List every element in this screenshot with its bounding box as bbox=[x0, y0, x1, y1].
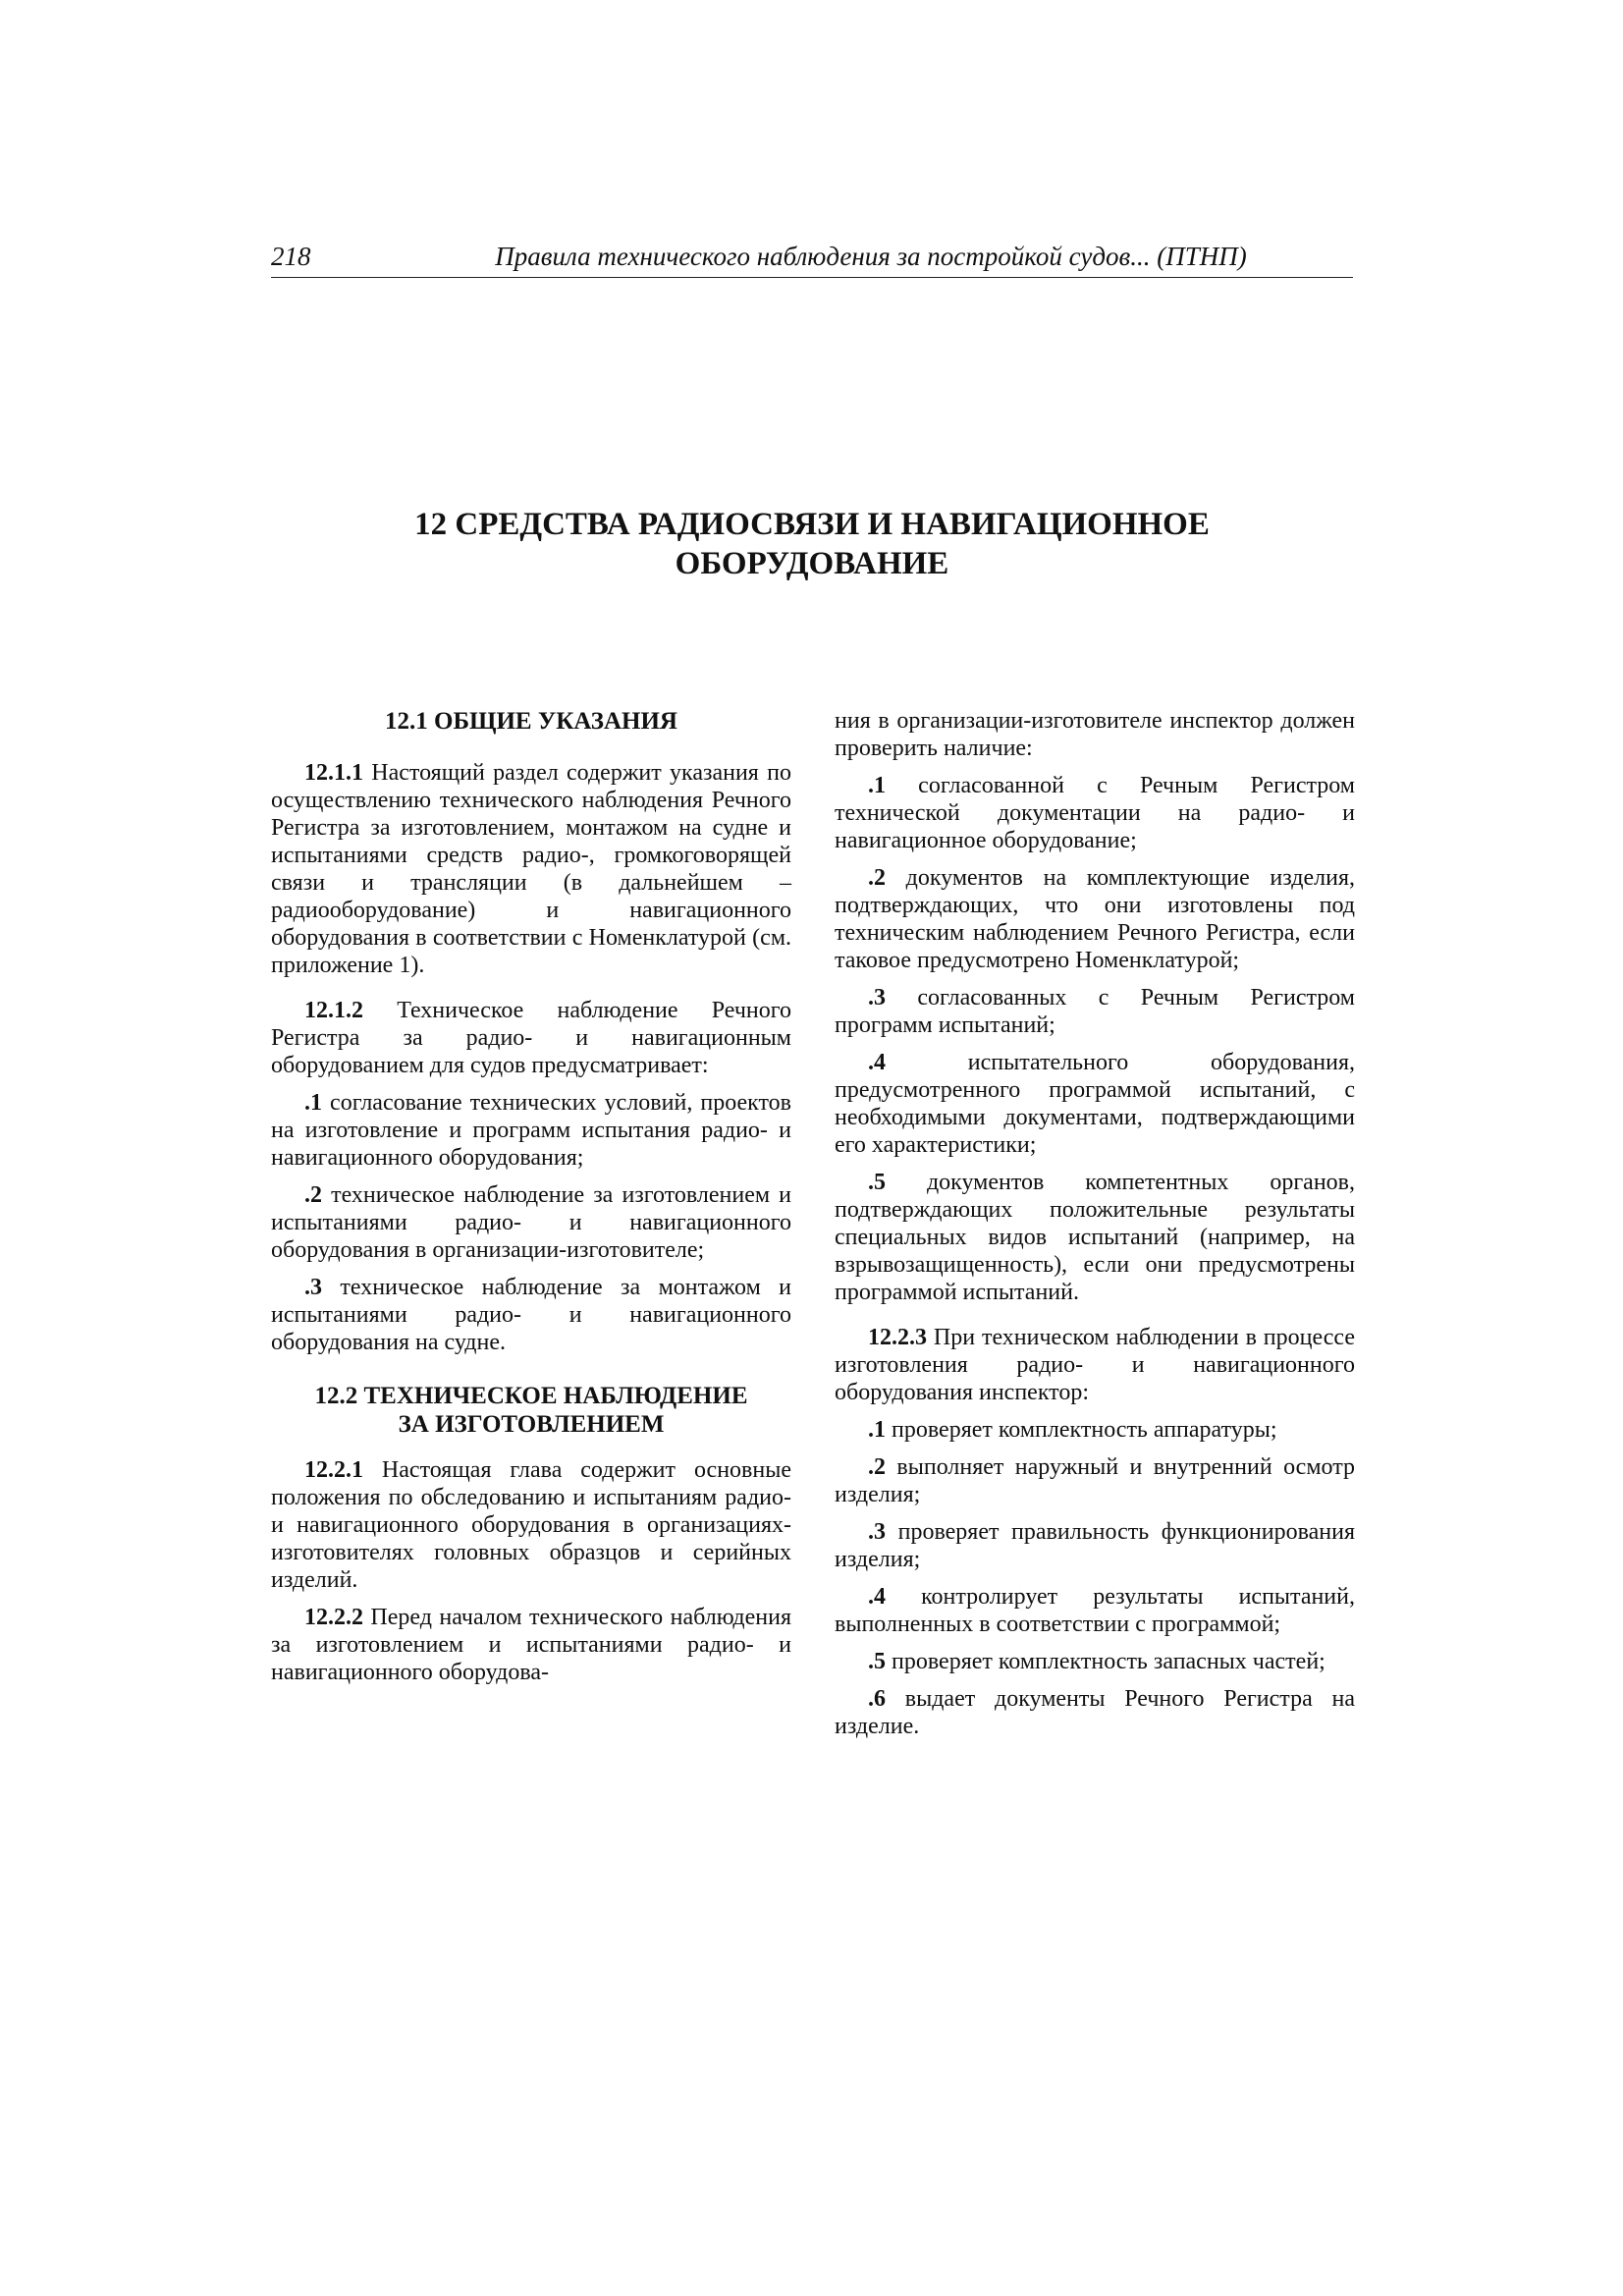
paragraph-12-2-3 bbox=[835, 1324, 1355, 1406]
item-number: .4 bbox=[868, 1050, 886, 1075]
clause-number: 12.1.2 bbox=[304, 998, 363, 1023]
list-item-12-2-3-6 bbox=[835, 1685, 1355, 1740]
list-item-12-2-2-4 bbox=[835, 1049, 1355, 1159]
item-text: испытательного оборудования, предусмотренного программой испытаний, с необходимыми документами, подтверждающими его характеристики; bbox=[835, 1050, 1355, 1158]
list-item-12-2-3-1 bbox=[835, 1416, 1355, 1444]
list-item-12-1-2-1 bbox=[271, 1089, 791, 1172]
list-item-12-2-2-5 bbox=[835, 1169, 1355, 1306]
item-number: .1 bbox=[304, 1090, 322, 1116]
section-heading-12-2-line-2: ЗА ИЗГОТОВЛЕНИЕМ bbox=[398, 1411, 665, 1438]
item-text: контролирует результаты испытаний, выполненных в соответствии с программой; bbox=[835, 1584, 1355, 1637]
list-item-12-2-3-5 bbox=[835, 1648, 1355, 1675]
left-column bbox=[271, 707, 791, 1696]
list-item-12-2-3-4 bbox=[835, 1583, 1355, 1638]
section-heading-12-2 bbox=[271, 1382, 791, 1439]
paragraph-12-1-2 bbox=[271, 997, 791, 1079]
item-text: проверяет комплектность запасных частей; bbox=[886, 1649, 1325, 1674]
item-number: .3 bbox=[868, 985, 886, 1011]
item-number: .6 bbox=[868, 1686, 886, 1712]
list-item-12-2-2-3 bbox=[835, 984, 1355, 1039]
chapter-title-line-2: ОБОРУДОВАНИЕ bbox=[675, 546, 949, 581]
item-number: .1 bbox=[868, 773, 886, 798]
list-item-12-1-2-3 bbox=[271, 1274, 791, 1356]
item-number: .3 bbox=[868, 1519, 886, 1545]
item-number: .5 bbox=[868, 1170, 886, 1195]
clause-number: 12.2.3 bbox=[868, 1325, 927, 1350]
item-number: .1 bbox=[868, 1417, 886, 1443]
item-number: .2 bbox=[868, 1454, 886, 1480]
page-number: 218 bbox=[271, 242, 311, 271]
item-text: выполняет наружный и внутренний осмотр изделия; bbox=[835, 1454, 1355, 1507]
item-text: согласование технических условий, проектов на изготовление и программ испытания радио- и навигационного оборудования; bbox=[271, 1090, 791, 1171]
running-title: Правила технического наблюдения за постройкой судов... (ПТНП) bbox=[495, 242, 1247, 271]
clause-number: 12.2.2 bbox=[304, 1605, 363, 1630]
item-number: .3 bbox=[304, 1275, 322, 1300]
clause-text: При техническом наблюдении в процессе изготовления радио- и навигационного оборудования инспектор: bbox=[835, 1325, 1355, 1405]
item-text: согласованной с Речным Регистром технической документации на радио- и навигационное оборудование; bbox=[835, 773, 1355, 853]
item-text: документов на комплектующие изделия, подтверждающих, что они изготовлены под техническим наблюдением Речного Регистра, если таковое предусмотрено Номенклатурой; bbox=[835, 865, 1355, 973]
section-heading-12-1: 12.1 ОБЩИЕ УКАЗАНИЯ bbox=[385, 708, 677, 735]
item-text: техническое наблюдение за изготовлением и испытаниями радио- и навигационного оборудования в организации-изготовителе; bbox=[271, 1182, 791, 1263]
paragraph-12-2-2 bbox=[271, 1604, 791, 1686]
list-item-12-1-2-2 bbox=[271, 1181, 791, 1264]
item-text: выдает документы Речного Регистра на изделие. bbox=[835, 1686, 1355, 1739]
item-number: .2 bbox=[304, 1182, 322, 1208]
list-item-12-2-3-3 bbox=[835, 1518, 1355, 1573]
clause-number: 12.2.1 bbox=[304, 1457, 363, 1483]
paragraph-12-1-1 bbox=[271, 759, 791, 979]
clause-number: 12.1.1 bbox=[304, 760, 363, 786]
list-item-12-2-2-1 bbox=[835, 772, 1355, 854]
right-column bbox=[835, 707, 1355, 1750]
clause-text: Настоящий раздел содержит указания по осуществлению технического наблюдения Речного Регистра за изготовлением, монтажом на судне и испытаниями средств радио-, громкоговорящей связи и трансляции (в дальнейшем – радиооборудование) и навигационного оборудования в соответствии с Номенклатурой (см. приложение 1). bbox=[271, 760, 791, 978]
chapter-title-line-1: 12 СРЕДСТВА РАДИОСВЯЗИ И НАВИГАЦИОННОЕ bbox=[414, 507, 1210, 542]
paragraph-12-2-2-continued: ния в организации-изготовителе инспектор должен проверить наличие: bbox=[835, 708, 1355, 761]
item-text: техническое наблюдение за монтажом и испытаниями радио- и навигационного оборудования на судне. bbox=[271, 1275, 791, 1355]
list-item-12-2-3-2 bbox=[835, 1453, 1355, 1508]
item-number: .5 bbox=[868, 1649, 886, 1674]
chapter-title bbox=[271, 505, 1353, 583]
item-text: проверяет комплектность аппаратуры; bbox=[886, 1417, 1277, 1443]
clause-text: Перед началом технического наблюдения за изготовлением и испытаниями радио- и навигационного оборудова- bbox=[271, 1605, 791, 1685]
item-text: документов компетентных органов, подтверждающих положительные результаты специальных видов испытаний (например, на взрывозащищенность), если они предусмотрены программой испытаний. bbox=[835, 1170, 1355, 1305]
clause-text: Настоящая глава содержит основные положения по обследованию и испытаниям радио- и навигационного оборудования в организациях-изготовителях головных образцов и серийных изделий. bbox=[271, 1457, 791, 1593]
running-header bbox=[271, 242, 1353, 278]
paragraph-12-2-1 bbox=[271, 1456, 791, 1594]
item-number: .4 bbox=[868, 1584, 886, 1610]
item-text: согласованных с Речным Регистром программ испытаний; bbox=[835, 985, 1355, 1038]
list-item-12-2-2-2 bbox=[835, 864, 1355, 974]
item-text: проверяет правильность функционирования изделия; bbox=[835, 1519, 1355, 1572]
clause-text: Техническое наблюдение Речного Регистра за радио- и навигационным оборудованием для судов предусматривает: bbox=[271, 998, 791, 1078]
section-heading-12-2-line-1: 12.2 ТЕХНИЧЕСКОЕ НАБЛЮДЕНИЕ bbox=[314, 1383, 748, 1409]
item-number: .2 bbox=[868, 865, 886, 891]
